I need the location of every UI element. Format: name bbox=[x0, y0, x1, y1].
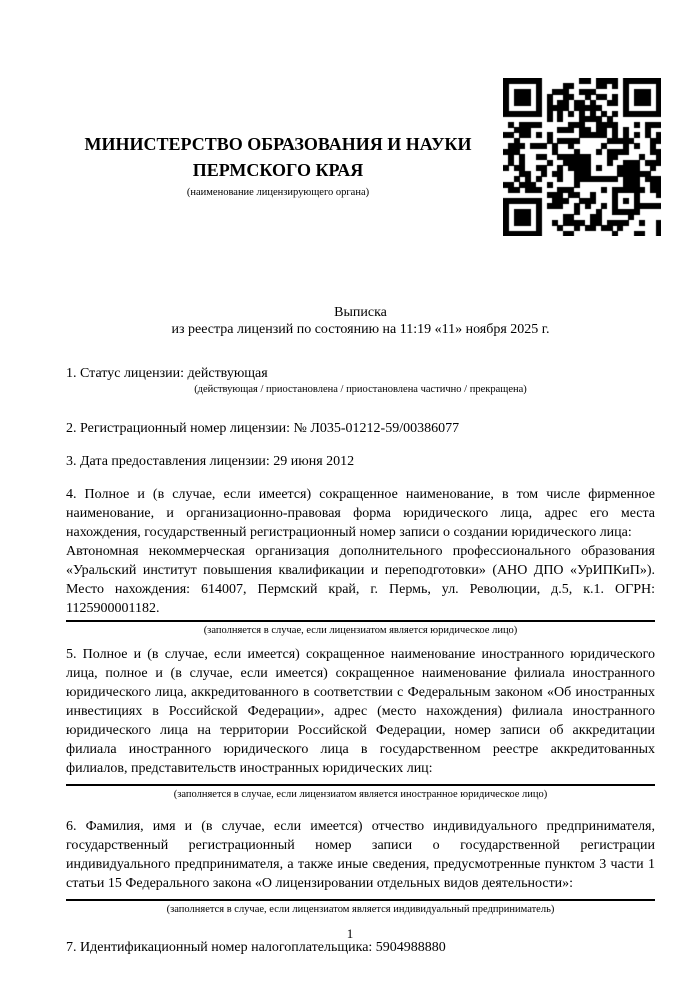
item-foreign-entity bbox=[66, 645, 655, 801]
item-individual-entrepreneur-text: 6. Фамилия, имя и (в случае, если имеется) отчество индивидуального предпринимателя, государственный регистрационный номер записи о государственной регистрации индивидуального предпринимателя, а также иные сведения, предусмотренные пунктом 3 части 1 статьи 15 Федерального закона «О лицензировании отдельных видов деятельности»: bbox=[66, 819, 655, 891]
item-legal-entity-value: Автономная некоммерческая организация дополнительного профессионального образования «Уральский институт повышения квалификации и переподготовки» (АНО ДПО «УрИПКиП»). Место нахождения: 614007, Пермский край, г. Пермь, ул. Революции, д.5, к.1. ОГРН: 1125900001182. bbox=[66, 544, 655, 616]
item-individual-entrepreneur-note: (заполняется в случае, если лицензиатом является индивидуальный предприниматель) bbox=[166, 904, 555, 915]
item-foreign-entity-note: (заполняется в случае, если лицензиатом является иностранное юридическое лицо) bbox=[173, 789, 548, 800]
item-individual-entrepreneur bbox=[66, 817, 655, 916]
item-legal-entity bbox=[66, 485, 655, 637]
ministry-name-line2: ПЕРМСКОГО КРАЯ bbox=[192, 160, 364, 180]
licensing-authority-block bbox=[66, 131, 490, 199]
item-foreign-entity-text: 5. Полное и (в случае, если имеется) сокращенное наименование иностранного юридического лица, полное и (в случае, если имеется) сокращенное наименование филиала иностранного юридического лица, аккредитованного в соответствии с Федеральным законом «Об иностранных инвестициях в Российской Федерации», адрес (место нахождения) филиала иностранного юридического лица на территории Российской Федерации, номер записи об аккредитации филиала иностранного юридического лица в государственном реестре аккредитованных филиалов, представительств иностранных юридических лиц: bbox=[66, 647, 655, 776]
document-subtitle: из реестра лицензий по состоянию на 11:19 «11» ноября 2025 г. bbox=[171, 322, 550, 337]
items-list bbox=[66, 364, 655, 957]
item-taxpayer-number-text: 7. Идентификационный номер налогоплательщика: 5904988880 bbox=[66, 940, 446, 955]
fill-in-line bbox=[66, 784, 655, 786]
item-registration-number-text: 2. Регистрационный номер лицензии: № Л035-01212-59/00386077 bbox=[66, 421, 460, 436]
document-title: Выписка bbox=[334, 305, 387, 320]
item-legal-entity-note: (заполняется в случае, если лицензиатом является юридическое лицо) bbox=[203, 625, 518, 636]
item-license-date bbox=[66, 452, 655, 471]
item-license-status-note: (действующая / приостановлена / приостановлена частично / прекращена) bbox=[194, 384, 527, 395]
qr-code bbox=[503, 78, 661, 236]
ministry-name-line1: МИНИСТЕРСТВО ОБРАЗОВАНИЯ И НАУКИ bbox=[84, 134, 472, 154]
item-legal-entity-text: 4. Полное и (в случае, если имеется) сокращенное наименование, в том числе фирменное наименование, и организационно-правовая форма юридического лица, адрес его места нахождения, государственный регистрационный номер записи о создании юридического лица: bbox=[66, 487, 655, 540]
document-title-block bbox=[66, 304, 655, 338]
fill-in-line bbox=[66, 620, 655, 622]
licensing-authority-caption: (наименование лицензирующего органа) bbox=[186, 187, 370, 198]
item-license-status bbox=[66, 364, 655, 396]
item-license-date-text: 3. Дата предоставления лицензии: 29 июня 2012 bbox=[66, 454, 355, 469]
page-number: 1 bbox=[346, 926, 354, 941]
item-license-status-text: 1. Статус лицензии: действующая bbox=[66, 366, 268, 381]
fill-in-line bbox=[66, 899, 655, 901]
item-registration-number bbox=[66, 419, 655, 438]
